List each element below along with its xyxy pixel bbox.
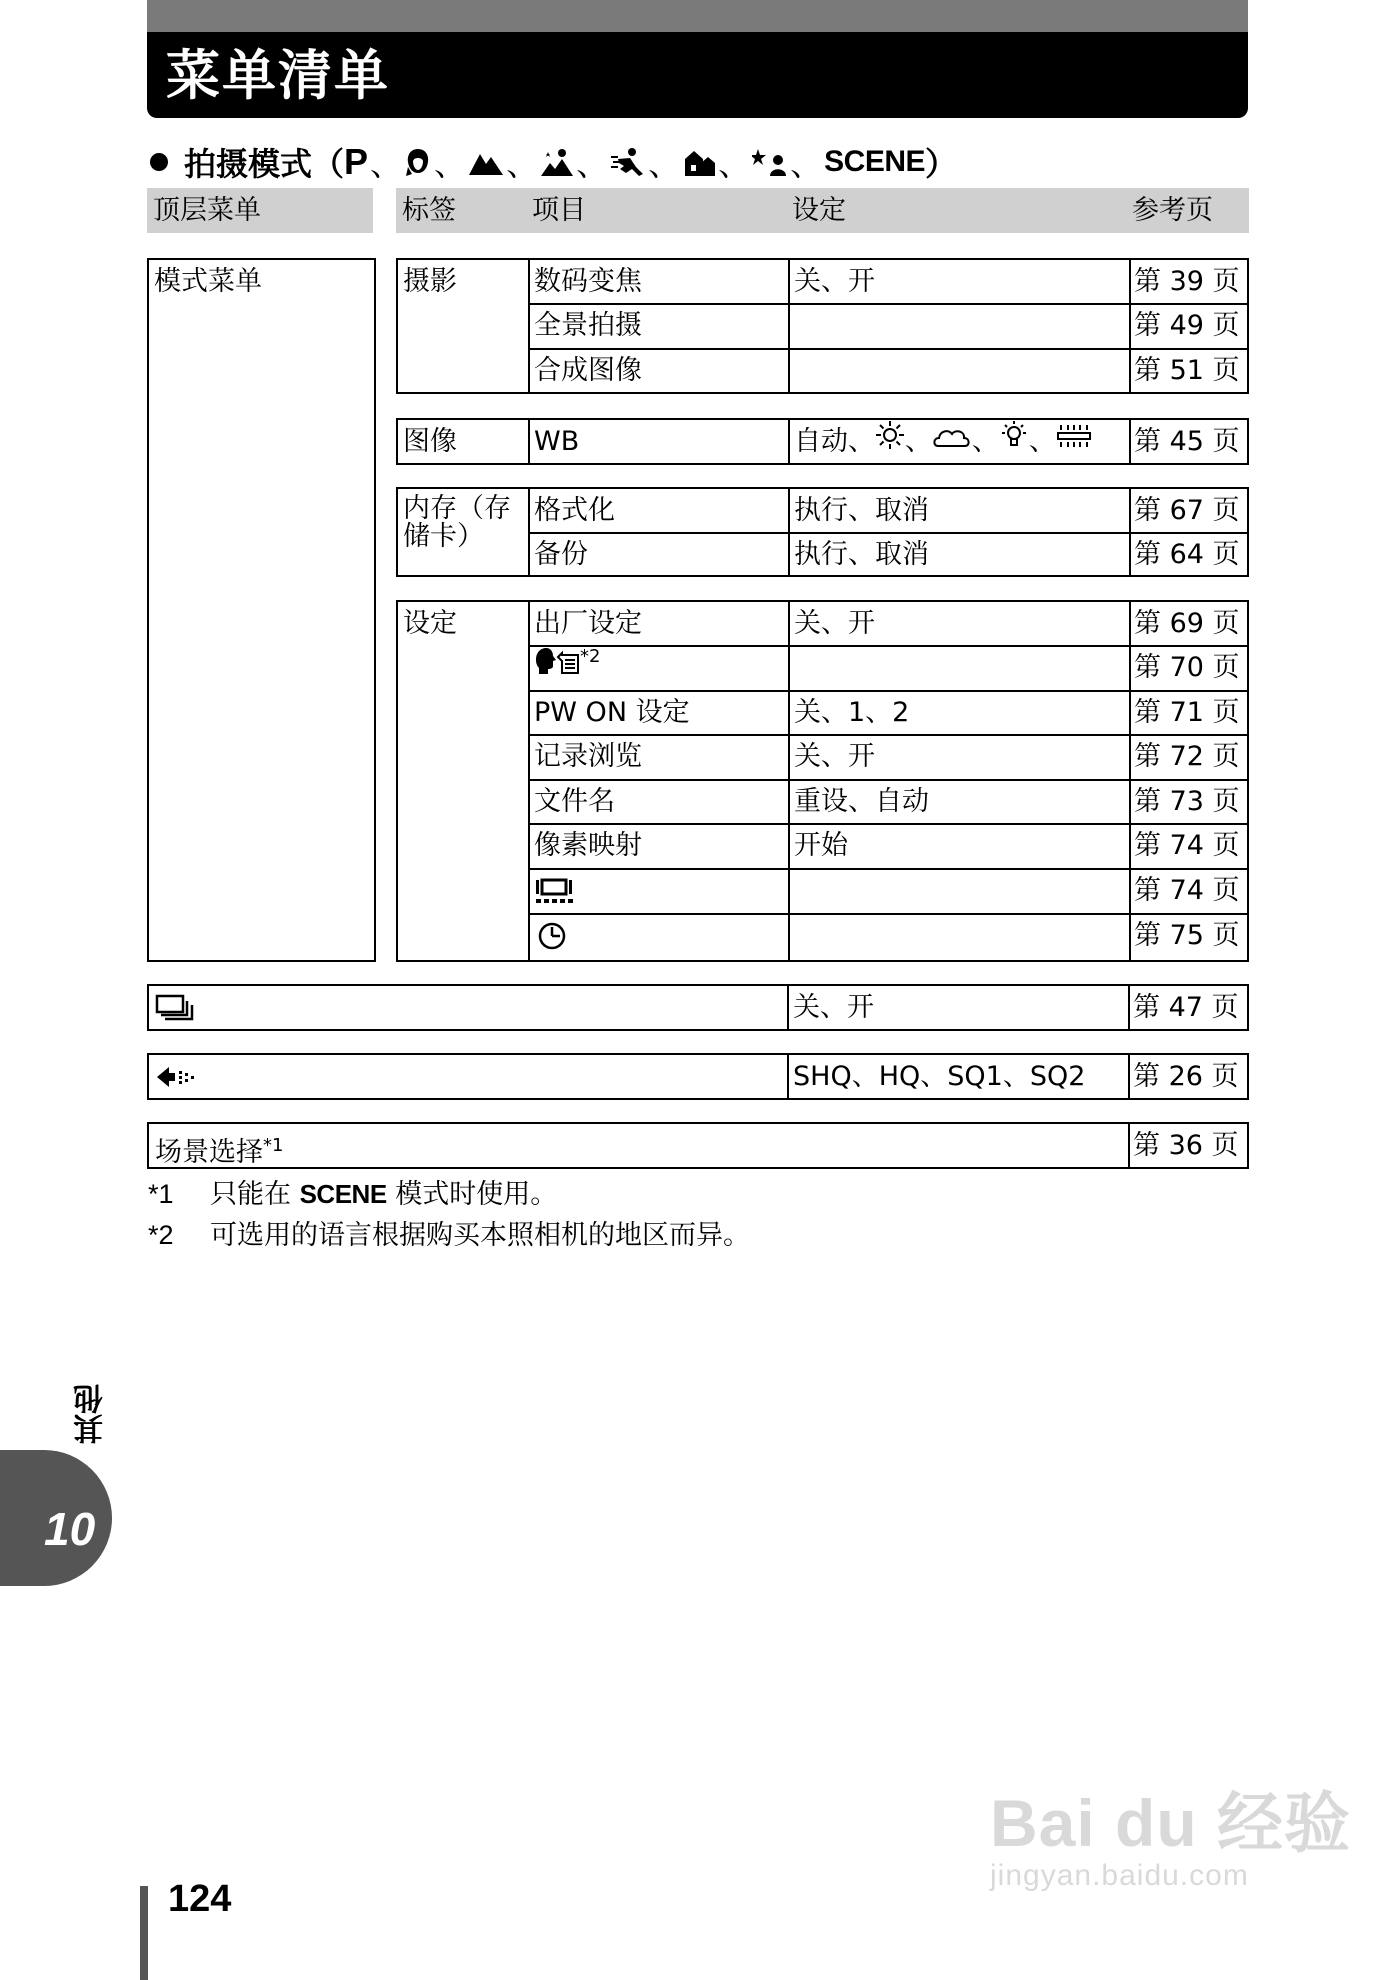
setting-value: 开始 bbox=[794, 830, 848, 861]
item-label: 合成图像 bbox=[534, 355, 642, 386]
watermark-url: jingyan.baidu.com bbox=[990, 1859, 1249, 1892]
title-top-band bbox=[147, 0, 1248, 32]
setting-value: 关、开 bbox=[794, 741, 875, 772]
landscape-icon bbox=[468, 146, 504, 178]
page-title: 菜单清单 bbox=[166, 44, 390, 107]
tungsten-icon bbox=[999, 420, 1029, 464]
footnote-1: *1 只能在 SCENE 模式时使用。 bbox=[148, 1179, 558, 1210]
fluorescent-icon bbox=[1056, 420, 1092, 464]
bullet-icon bbox=[150, 153, 168, 171]
setting-value: 重设、自动 bbox=[794, 786, 929, 817]
footnote-2: *2 可选用的语言根据购买本照相机的地区而异。 bbox=[148, 1220, 750, 1251]
page-number: 124 bbox=[168, 1878, 232, 1920]
drive-row bbox=[147, 984, 1249, 1031]
cloudy-icon bbox=[932, 420, 972, 464]
clock-icon bbox=[534, 914, 574, 958]
page-ref: 第 39 页 bbox=[1134, 266, 1240, 297]
item-label: 像素映射 bbox=[534, 830, 642, 861]
header-item: 项目 bbox=[532, 195, 586, 226]
monitor-brightness-icon bbox=[534, 869, 578, 913]
header-top-menu: 顶层菜单 bbox=[147, 188, 373, 233]
landscape-portrait-icon bbox=[540, 146, 574, 178]
item-label: 记录浏览 bbox=[534, 741, 642, 772]
header-tab: 标签 bbox=[402, 195, 456, 226]
page-ref: 第 71 页 bbox=[1134, 697, 1240, 728]
sunny-icon bbox=[875, 420, 905, 464]
page-ref: 第 74 页 bbox=[1134, 830, 1240, 861]
page-ref: 第 26 页 bbox=[1133, 1061, 1239, 1092]
scene-row bbox=[147, 1122, 1249, 1169]
footnote-ref: *2 bbox=[580, 646, 601, 667]
portrait-icon bbox=[404, 146, 432, 178]
mode-menu-label: 模式菜单 bbox=[154, 266, 262, 297]
item-label: 全景拍摄 bbox=[534, 310, 642, 341]
setting-value: 关、1、2 bbox=[794, 697, 910, 728]
header-ref-page: 参考页 bbox=[1132, 195, 1213, 226]
page-ref: 第 36 页 bbox=[1133, 1130, 1239, 1161]
page-ref: 第 64 页 bbox=[1134, 539, 1240, 570]
mode-menu-box bbox=[147, 258, 376, 962]
watermark bbox=[990, 1770, 1351, 1893]
tab-image: 图像 bbox=[403, 426, 457, 457]
group-shoot bbox=[396, 258, 1249, 394]
item-label: WB bbox=[534, 426, 580, 457]
setting-value: 关、开 bbox=[793, 992, 874, 1023]
page-ref: 第 49 页 bbox=[1134, 310, 1240, 341]
section-heading-label: 拍摄模式（ bbox=[184, 145, 345, 183]
page-ref: 第 74 页 bbox=[1134, 875, 1240, 906]
scene-select-item: 场景选择$^{*1}$ bbox=[155, 1135, 284, 1168]
setting-value: SHQ、HQ、SQ1、SQ2 bbox=[793, 1061, 1086, 1092]
group-memory bbox=[396, 487, 1249, 577]
item-label: 出厂设定 bbox=[534, 608, 642, 639]
mode-p-label: P bbox=[344, 141, 369, 182]
group-setup bbox=[396, 600, 1249, 962]
page-ref: 第 72 页 bbox=[1134, 741, 1240, 772]
page-ref: 第 45 页 bbox=[1134, 426, 1240, 457]
watermark-logo-text: Bai du 经验 bbox=[990, 1786, 1352, 1860]
page-ref: 第 70 页 bbox=[1134, 652, 1240, 683]
page-ref: 第 75 页 bbox=[1134, 920, 1240, 951]
sport-icon bbox=[610, 146, 646, 178]
item-label: 备份 bbox=[534, 539, 588, 570]
tab-memory-line2: 储卡） bbox=[403, 521, 484, 552]
chapter-label: 其他 bbox=[74, 1384, 109, 1444]
setting-value: 执行、取消 bbox=[794, 539, 929, 570]
night-portrait-icon bbox=[752, 146, 788, 178]
setting-value: 关、开 bbox=[794, 608, 875, 639]
item-label: PW ON 设定 bbox=[534, 697, 690, 728]
item-label: 格式化 bbox=[534, 495, 615, 526]
record-mode-icon bbox=[155, 1055, 199, 1099]
language-icon bbox=[534, 646, 580, 690]
tab-memory: 内存（存 bbox=[403, 493, 511, 524]
night-scene-icon bbox=[682, 146, 716, 178]
page-ref: 第 67 页 bbox=[1134, 495, 1240, 526]
page-ref: 第 69 页 bbox=[1134, 608, 1240, 639]
chapter-number: 10 bbox=[44, 1503, 96, 1555]
page-ref: 第 73 页 bbox=[1134, 786, 1240, 817]
group-image bbox=[396, 418, 1249, 465]
item-label: 数码变焦 bbox=[534, 266, 642, 297]
tab-setup: 设定 bbox=[403, 608, 457, 639]
header-setting: 设定 bbox=[792, 195, 846, 226]
page-ref: 第 51 页 bbox=[1134, 355, 1240, 386]
wb-settings: 自动、 、 、 、 bbox=[794, 420, 1092, 464]
header-columns bbox=[396, 188, 1249, 233]
page-ref: 第 47 页 bbox=[1133, 992, 1239, 1023]
scene-mode-label: SCENE bbox=[824, 145, 925, 178]
quality-row bbox=[147, 1053, 1249, 1100]
footnote-ref: *1 bbox=[263, 1135, 284, 1156]
setting-value: 执行、取消 bbox=[794, 495, 929, 526]
setting-value: 关、开 bbox=[794, 266, 875, 297]
tab-shoot: 摄影 bbox=[403, 266, 457, 297]
sequential-shooting-icon bbox=[155, 986, 197, 1030]
language-item bbox=[534, 646, 600, 690]
item-label: 文件名 bbox=[534, 786, 615, 817]
section-heading: 拍摄模式（ P 、 、 、 、 、 、 、 SCENE ） bbox=[150, 140, 957, 184]
page-number-bar bbox=[140, 1886, 148, 1980]
